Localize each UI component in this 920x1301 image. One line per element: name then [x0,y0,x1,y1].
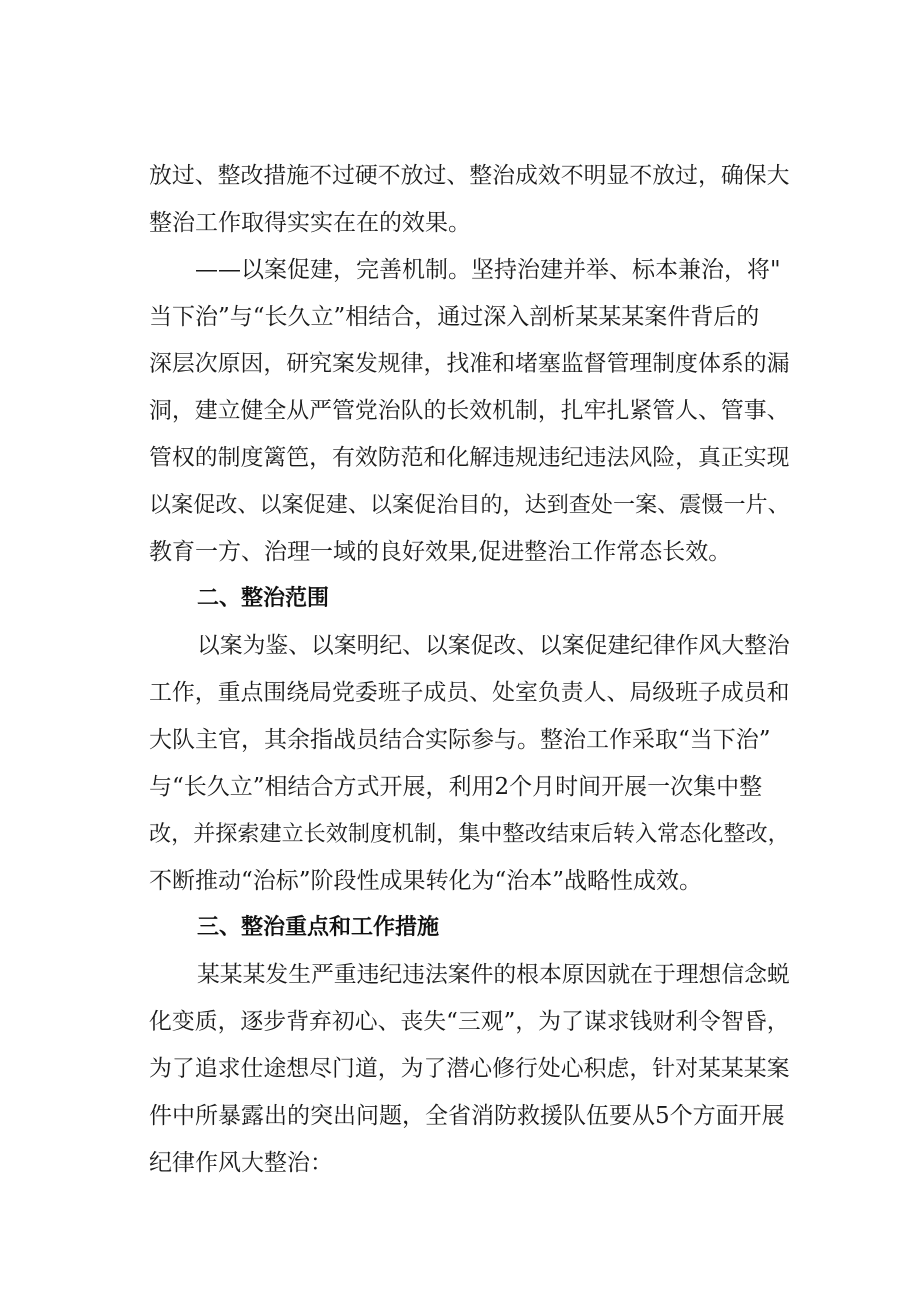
body-text-line: 洞，建立健全从严管党治队的长效机制，扎牢扎紧管人、管事、 [149,398,790,424]
body-text-line: 不断推动“治标”阶段性成果转化为“治本”战略性成效。 [149,868,703,894]
body-text-line: 深层次原因，研究案发规律，找准和堵塞监督管理制度体系的漏 [149,351,790,377]
body-text-line: 管权的制度篱笆，有效防范和化解违规违纪违法风险，真正实现 [149,445,790,471]
body-text-line: 大队主官，其余指战员结合实际参与。整治工作采取“当下治” [149,727,771,753]
body-text-line: 当下治”与“长久立”相结合，通过深入剖析某某某案件背后的 [149,304,760,330]
body-text-line: ——以案促建，完善机制。坚持治建并举、标本兼治，将" [195,257,781,283]
body-text-line: 以案为鉴、以案明纪、以案促改、以案促建纪律作风大整治 [197,633,790,659]
section-heading: 二、整治范围 [197,586,330,611]
body-text-line: 教育一方、治理一域的良好效果,促进整治工作常态长效。 [149,539,732,565]
body-text-line: 件中所暴露出的突出问题，全省消防救援队伍要从5个方面开展 [149,1103,785,1129]
body-text-line: 放过、整改措施不过硬不放过、整治成效不明显不放过，确保大 [149,163,790,189]
body-text-line: 改，并探索建立长效制度机制，集中整改结束后转入常态化整改， [149,821,790,847]
body-text-line: 整治工作取得实实在在的效果。 [149,210,471,236]
body-text-line: 与“长久立”相结合方式开展，利用2个月时间开展一次集中整 [149,774,763,800]
body-text-line: 以案促改、以案促建、以案促治目的，达到查处一案、震慑一片、 [149,492,790,518]
body-text-line: 某某某发生严重违纪违法案件的根本原因就在于理想信念蜕 [197,962,790,988]
body-text-line: 工作，重点围绕局党委班子成员、处室负责人、局级班子成员和 [149,680,790,706]
section-heading: 三、整治重点和工作措施 [197,915,440,940]
body-text-line: 纪律作风大整治： [149,1150,333,1176]
body-text-line: 为了追求仕途想尽门道，为了潜心修行处心积虑，针对某某某案 [149,1056,790,1082]
body-text-line: 化变质，逐步背弃初心、丧失“三观”，为了谋求钱财利令智昏， [149,1009,790,1035]
